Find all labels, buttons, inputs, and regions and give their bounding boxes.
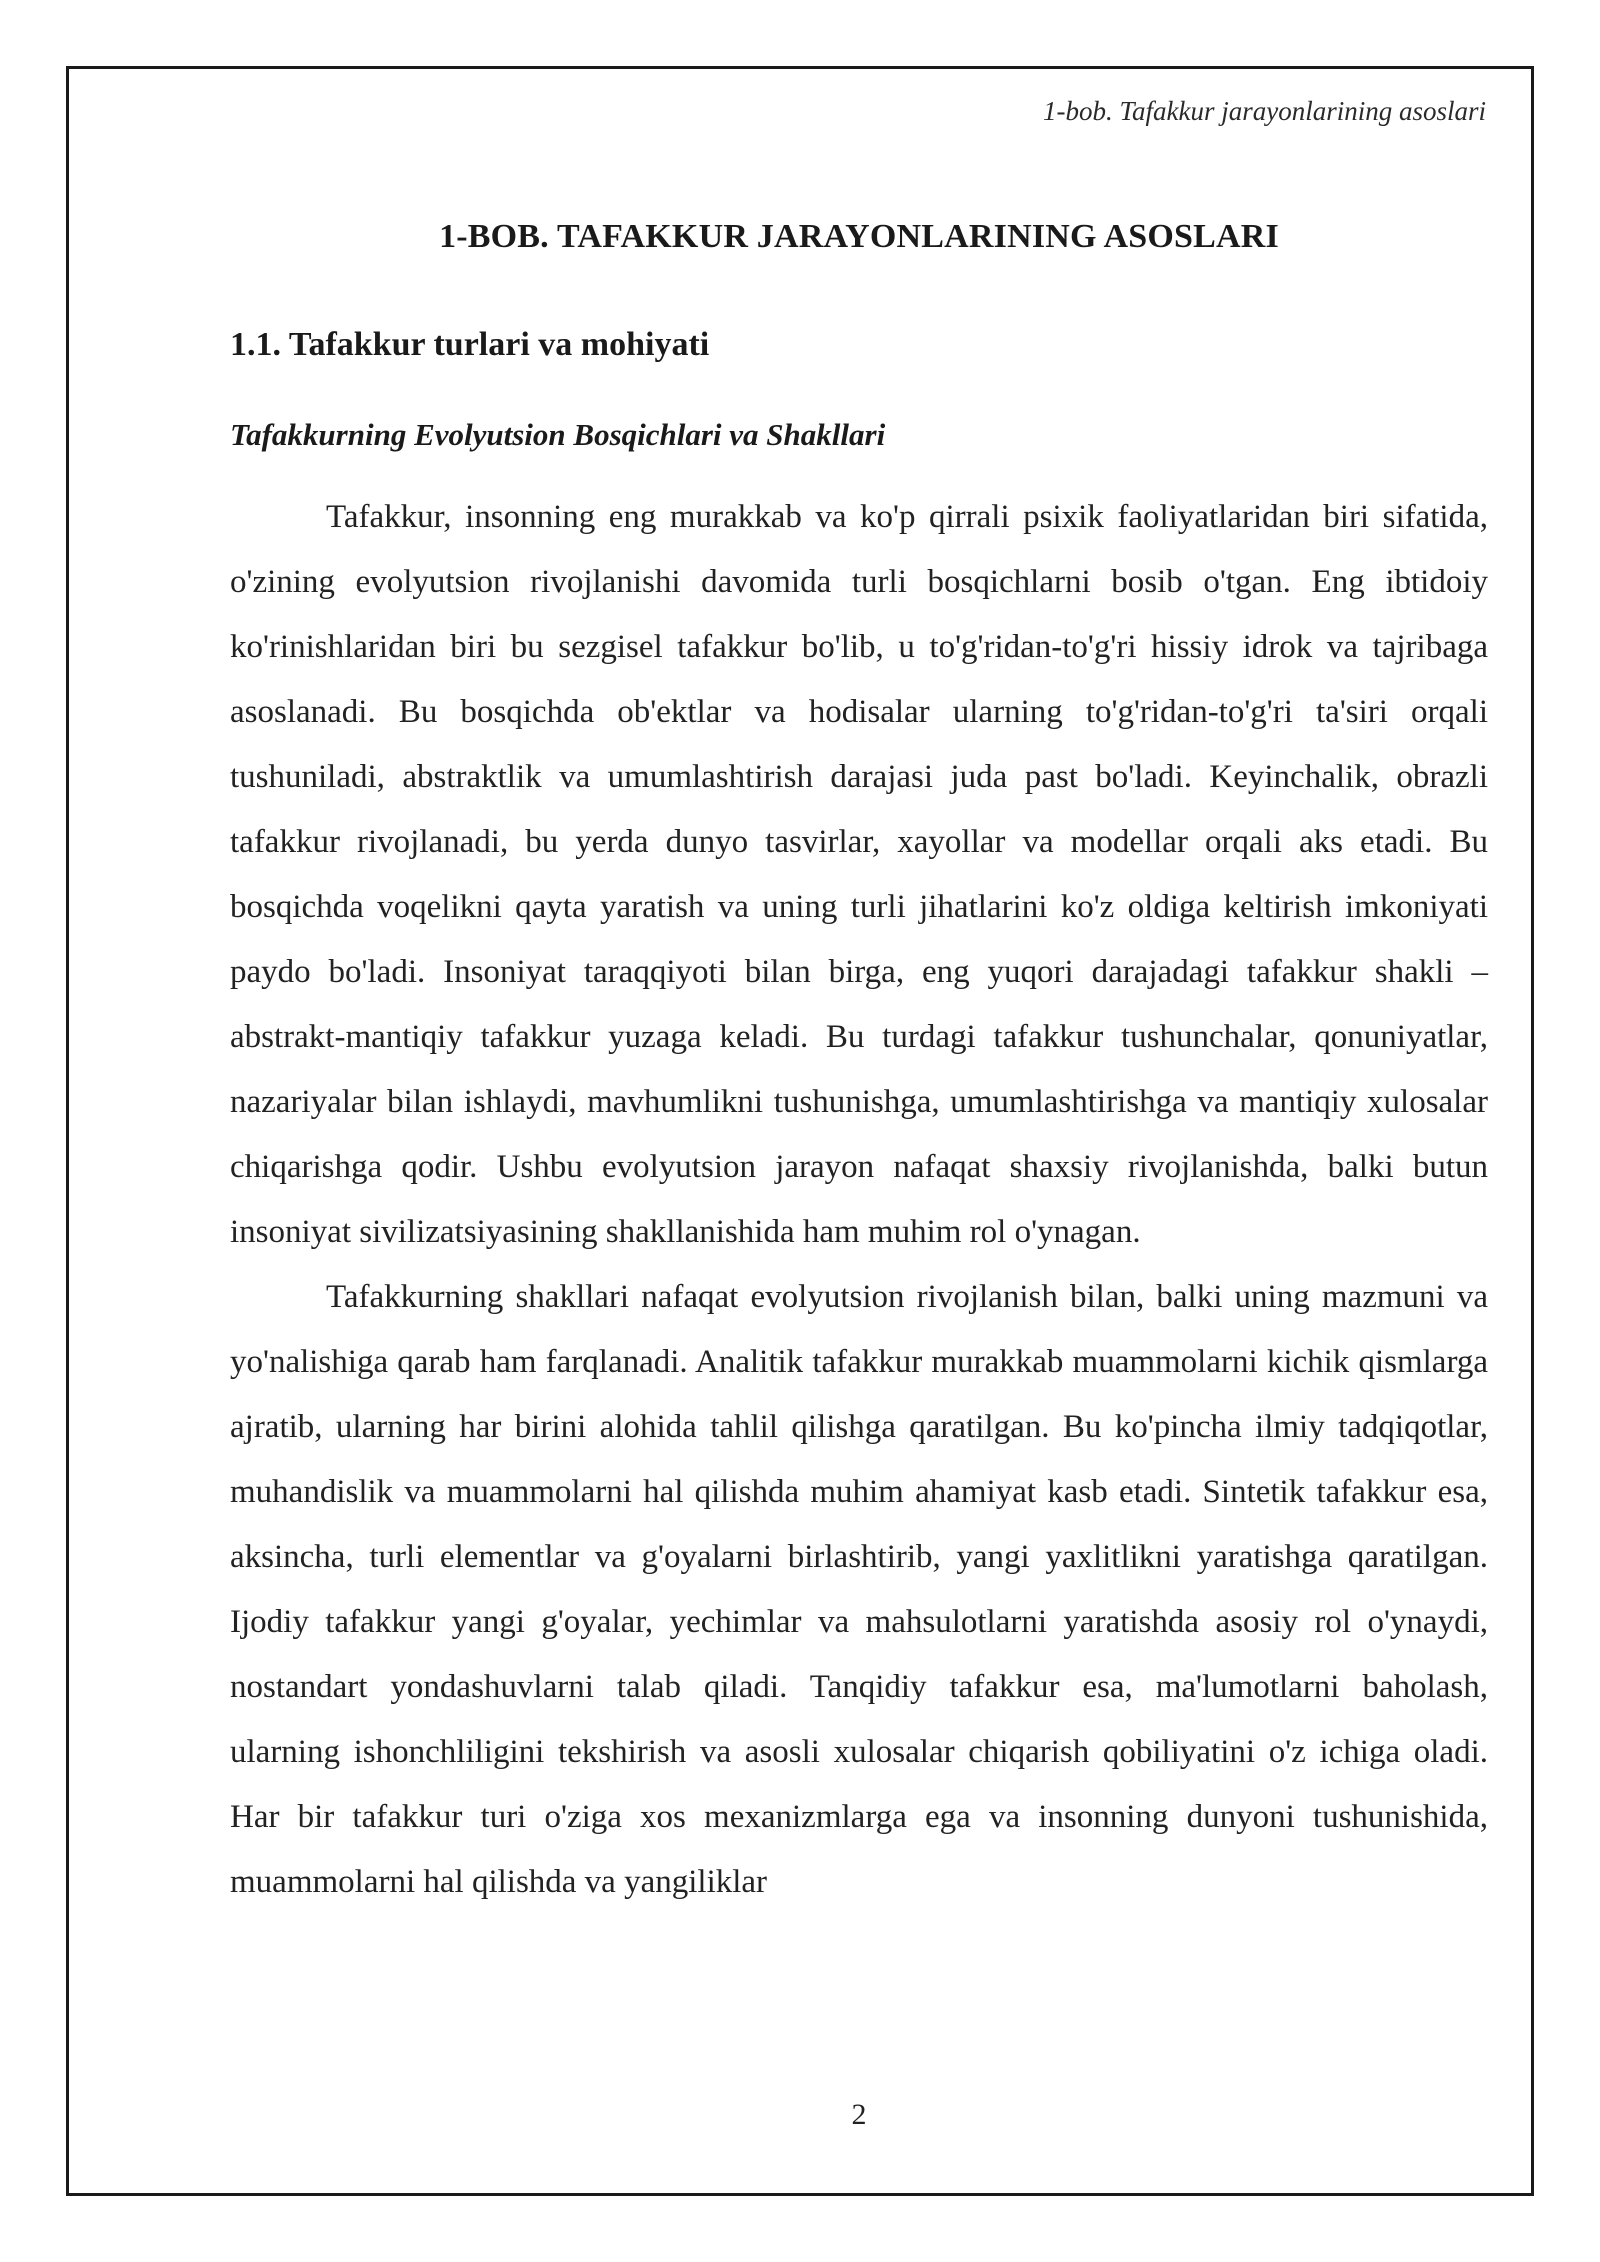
paragraph-2: Tafakkurning shakllari nafaqat evolyutsion rivojlanish bilan, balki uning mazmuni va yo'nalishiga qarab ham farqlanadi. Analitik tafakkur murakkab muammolarni kichik qismlarga ajratib, ularning har birini alohida tahlil qilishga qaratilgan. Bu ko'pincha ilmiy tadqiqotlar, muhandislik va muammolarni hal qilishda muhim ahamiyat kasb etadi. Sintetik tafakkur esa, aksincha, turli elementlar va g'oyalarni birlashtirib, yangi yaxlitlikni yaratishga qaratilgan. Ijodiy tafakkur yangi g'oyalar, yechimlar va mahsulotlarni yaratishda asosiy rol o'ynaydi, nostandart yondashuvlarni talab qiladi. Tanqidiy tafakkur esa, ma'lumotlarni baholash, ularning ishonchliligini tekshirish va asosli xulosalar chiqarish qobiliyatini o'z ichiga oladi. Har bir tafakkur turi o'ziga xos mexanizmlarga ega va insonning dunyoni tushunishida, muammolarni hal qilishda va yangiliklar: [230, 1279, 1488, 1900]
body-text: [230, 485, 1488, 1915]
page-number: 2: [851, 2098, 867, 2131]
section-title: 1.1. Tafakkur turlari va mohiyati: [230, 326, 710, 363]
chapter-title: 1-BOB. TAFAKKUR JARAYONLARINING ASOSLARI: [439, 218, 1279, 255]
running-header: 1-bob. Tafakkur jarayonlarining asoslari: [1042, 96, 1486, 126]
subsection-title: Tafakkurning Evolyutsion Bosqichlari va Shakllari: [230, 417, 886, 452]
paragraph-1: Tafakkur, insonning eng murakkab va ko'p qirrali psixik faoliyatlaridan biri sifatida, o'zining evolyutsion rivojlanishi davomida turli bosqichlarni bosib o'tgan. Eng ibtidoiy ko'rinishlaridan biri bu sezgisel tafakkur bo'lib, u to'g'ridan-to'g'ri hissiy idrok va tajribaga asoslanadi. Bu bosqichda ob'ektlar va hodisalar ularning to'g'ridan-to'g'ri ta'siri orqali tushuniladi, abstraktlik va umumlashtirish darajasi juda past bo'ladi. Keyinchalik, obrazli tafakkur rivojlanadi, bu yerda dunyo tasvirlar, xayollar va modellar orqali aks etadi. Bu bosqichda voqelikni qayta yaratish va uning turli jihatlarini ko'z oldiga keltirish imkoniyati paydo bo'ladi. Insoniyat taraqqiyoti bilan birga, eng yuqori darajadagi tafakkur shakli – abstrakt-mantiqiy tafakkur yuzaga keladi. Bu turdagi tafakkur tushunchalar, qonuniyatlar, nazariyalar bilan ishlaydi, mavhumlikni tushunishga, umumlashtirishga va mantiqiy xulosalar chiqarishga qodir. Ushbu evolyutsion jarayon nafaqat shaxsiy rivojlanishda, balki butun insoniyat sivilizatsiyasining shakllanishida ham muhim rol o'ynagan.: [230, 499, 1488, 1250]
